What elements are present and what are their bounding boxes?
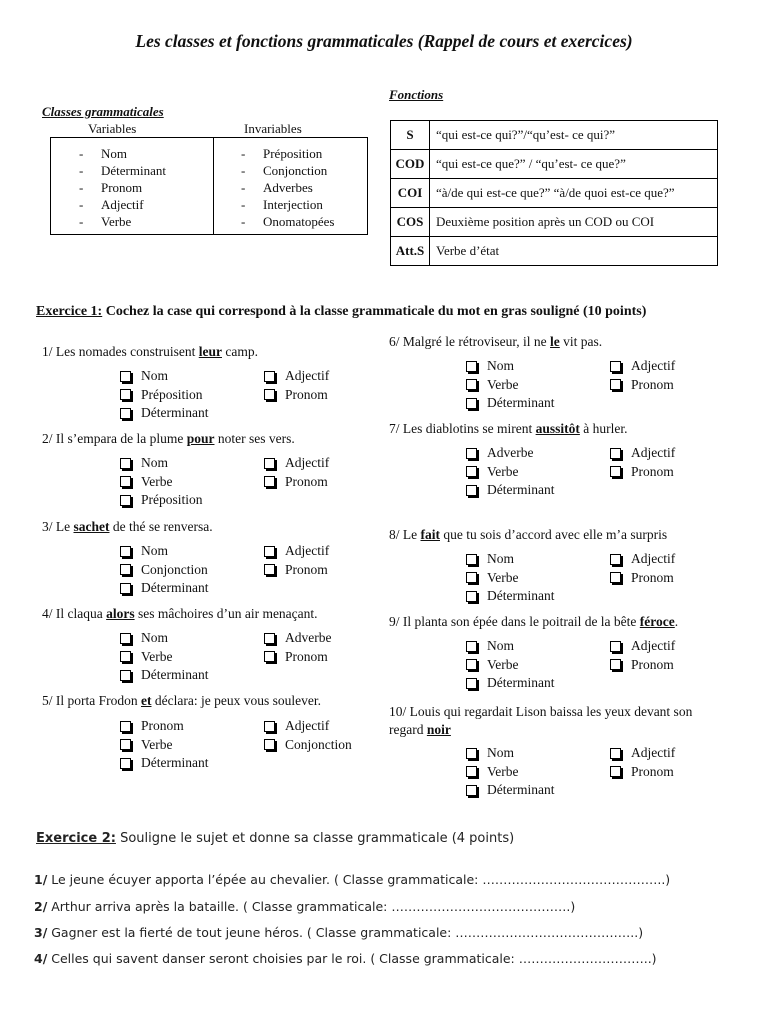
column-divider <box>213 138 214 234</box>
checkbox-icon[interactable] <box>120 651 131 662</box>
option-checkbox[interactable] <box>464 551 514 567</box>
table-row: COS Deuxième position après un COD ou COI <box>391 208 718 237</box>
option-checkbox[interactable] <box>262 543 329 559</box>
option-checkbox[interactable] <box>118 474 172 490</box>
checkbox-icon[interactable] <box>466 659 477 670</box>
option-checkbox[interactable] <box>464 675 554 691</box>
option-label: Pronom <box>285 561 328 577</box>
option-label: Pronom <box>285 648 328 664</box>
table-row: COI “à/de qui est-ce que?” “à/de quoi est-ce que?” <box>391 179 718 208</box>
option-label: Nom <box>141 368 168 383</box>
checkbox-icon[interactable] <box>610 554 621 565</box>
option-label: Adjectif <box>631 551 676 566</box>
option-label: Déterminant <box>141 755 209 770</box>
checkbox-icon[interactable] <box>466 641 477 652</box>
option-label: Déterminant <box>487 395 555 410</box>
list-item: - Adjectif <box>79 197 144 212</box>
option-label: Verbe <box>141 648 173 664</box>
option-checkbox[interactable] <box>118 368 168 384</box>
keyword: fait <box>420 527 440 542</box>
checkbox-icon[interactable] <box>466 554 477 565</box>
checkbox-icon[interactable] <box>264 633 275 644</box>
question-9: 9/ Il planta son épée dans le poitrail de la bête féroce. <box>389 614 679 629</box>
option-checkbox[interactable] <box>608 445 675 461</box>
checkbox-icon[interactable] <box>466 748 477 759</box>
checkbox-icon[interactable] <box>120 458 131 469</box>
option-checkbox[interactable] <box>464 377 518 393</box>
question-6: 6/ Malgré le rétroviseur, il ne le vit pas. <box>389 334 603 349</box>
checkbox-icon[interactable] <box>610 641 621 652</box>
option-label: Adjectif <box>285 718 330 733</box>
option-label: Pronom <box>631 656 674 672</box>
option-checkbox[interactable] <box>464 657 518 673</box>
option-label: Adjectif <box>631 445 676 460</box>
option-checkbox[interactable] <box>464 482 554 498</box>
option-checkbox[interactable] <box>608 764 674 780</box>
option-checkbox[interactable] <box>464 782 554 798</box>
checkbox-icon[interactable] <box>264 564 275 575</box>
option-checkbox[interactable] <box>118 492 203 508</box>
checkbox-icon[interactable] <box>264 389 275 400</box>
option-checkbox[interactable] <box>464 464 518 480</box>
list-item: - Nom <box>79 146 127 161</box>
keyword: pour <box>186 431 215 446</box>
option-checkbox[interactable] <box>262 455 329 471</box>
option-label: Adjectif <box>631 358 676 373</box>
option-checkbox[interactable] <box>118 580 208 596</box>
option-label: Nom <box>141 455 168 470</box>
question-8: 8/ Le fait que tu sois d’accord avec elle m’a surpris <box>389 527 668 542</box>
option-checkbox[interactable] <box>608 464 674 480</box>
table-row: COD “qui est-ce que?” / “qu’est- ce que?” <box>391 150 718 179</box>
page-title: Les classes et fonctions grammaticales (Rappel de cours et exercices) <box>135 31 633 51</box>
option-label: Nom <box>141 543 168 558</box>
option-label: Pronom <box>141 718 184 733</box>
option-checkbox[interactable] <box>608 358 675 374</box>
question-5: 5/ Il porta Frodon et déclara: je peux vous soulever. <box>42 693 321 708</box>
option-label: Préposition <box>141 386 203 402</box>
option-label: Adverbe <box>487 445 534 460</box>
option-label: Déterminant <box>487 782 555 797</box>
option-checkbox[interactable] <box>608 638 675 654</box>
option-label: Verbe <box>141 473 173 489</box>
exercice2-item: 4/ Celles qui savent danser seront choisies par le roi. ( Classe grammaticale: …………………………..) <box>34 951 657 966</box>
option-label: Verbe <box>487 763 519 779</box>
exercice2-item: 1/ Le jeune écuyer apporta l’épée au chevalier. ( Classe grammaticale: ……………………………………..) <box>34 872 671 887</box>
option-checkbox[interactable] <box>262 737 352 753</box>
option-label: Déterminant <box>487 588 555 603</box>
option-label: Préposition <box>141 492 203 507</box>
checkbox-icon[interactable] <box>120 721 131 732</box>
checkbox-icon[interactable] <box>120 408 131 419</box>
option-checkbox[interactable] <box>262 368 329 384</box>
option-label: Nom <box>141 630 168 645</box>
invariables-list <box>241 145 334 230</box>
checkbox-icon[interactable] <box>264 371 275 382</box>
invariables-label: Invariables <box>244 121 302 136</box>
option-checkbox[interactable] <box>262 562 328 578</box>
keyword: féroce <box>639 614 675 629</box>
option-label: Pronom <box>285 473 328 489</box>
keyword: sachet <box>73 519 110 534</box>
option-checkbox[interactable] <box>608 570 674 586</box>
option-label: Pronom <box>631 376 674 392</box>
checkbox-icon[interactable] <box>120 476 131 487</box>
option-label: Conjonction <box>141 561 208 577</box>
option-checkbox[interactable] <box>262 630 331 646</box>
checkbox-icon[interactable] <box>120 371 131 382</box>
checkbox-icon[interactable] <box>466 379 477 390</box>
option-checkbox[interactable] <box>118 387 203 403</box>
option-checkbox[interactable] <box>118 455 168 471</box>
option-label: Déterminant <box>487 482 555 497</box>
list-item: - Pronom <box>79 180 143 195</box>
option-label: Verbe <box>487 656 519 672</box>
option-checkbox[interactable] <box>118 667 208 683</box>
checkbox-icon[interactable] <box>466 591 477 602</box>
checkbox-icon[interactable] <box>610 748 621 759</box>
table-row: S “qui est-ce qui?”/“qu’est- ce qui?” <box>391 121 718 150</box>
checkbox-icon[interactable] <box>466 678 477 689</box>
table-row: Att.S Verbe d’état <box>391 237 718 266</box>
exercice2-item: 2/ Arthur arriva après la bataille. ( Classe grammaticale: …………………………………….) <box>34 899 576 914</box>
question-1: 1/ Les nomades construisent leur camp. <box>42 344 258 359</box>
option-checkbox[interactable] <box>118 649 172 665</box>
option-label: Verbe <box>487 463 519 479</box>
checkbox-icon[interactable] <box>610 766 621 777</box>
option-checkbox[interactable] <box>464 638 514 654</box>
option-label: Pronom <box>631 569 674 585</box>
option-label: Nom <box>487 551 514 566</box>
option-checkbox[interactable] <box>118 718 184 734</box>
question-7: 7/ Les diablotins se mirent aussitôt à hurler. <box>389 421 628 436</box>
option-checkbox[interactable] <box>118 405 208 421</box>
checkbox-icon[interactable] <box>120 389 131 400</box>
checkbox-icon[interactable] <box>610 466 621 477</box>
checkbox-icon[interactable] <box>120 670 131 681</box>
option-checkbox[interactable] <box>262 649 328 665</box>
checkbox-icon[interactable] <box>466 466 477 477</box>
option-label: Verbe <box>141 736 173 752</box>
checkbox-icon[interactable] <box>466 766 477 777</box>
variables-list <box>79 145 166 230</box>
keyword: noir <box>426 722 451 737</box>
option-checkbox[interactable] <box>464 570 518 586</box>
option-label: Adjectif <box>285 368 330 383</box>
checkbox-icon[interactable] <box>466 448 477 459</box>
list-item: - Conjonction <box>241 163 328 178</box>
option-label: Adverbe <box>285 630 332 645</box>
checkbox-icon[interactable] <box>610 361 621 372</box>
option-checkbox[interactable] <box>118 543 168 559</box>
list-item: - Verbe <box>79 214 132 229</box>
option-checkbox[interactable] <box>118 737 172 753</box>
option-label: Adjectif <box>285 455 330 470</box>
list-item: - Onomatopées <box>241 214 335 229</box>
option-checkbox[interactable] <box>464 588 554 604</box>
option-label: Pronom <box>631 763 674 779</box>
checkbox-icon[interactable] <box>466 398 477 409</box>
option-label: Nom <box>487 745 514 760</box>
keyword: et <box>141 693 152 708</box>
question-3: 3/ Le sachet de thé se renversa. <box>42 519 213 534</box>
question-10: 10/ Louis qui regardait Lison baissa les yeux devant son regard noir <box>389 704 693 737</box>
option-checkbox[interactable] <box>608 657 674 673</box>
fonctions-heading: Fonctions <box>389 87 444 102</box>
list-item: - Préposition <box>241 146 323 161</box>
option-label: Adjectif <box>285 543 330 558</box>
checkbox-icon[interactable] <box>264 739 275 750</box>
list-item: - Adverbes <box>241 180 313 195</box>
checkbox-icon[interactable] <box>610 379 621 390</box>
checkbox-icon[interactable] <box>120 583 131 594</box>
question-4: 4/ Il claqua alors ses mâchoires d’un air menaçant. <box>42 606 318 621</box>
keyword: leur <box>198 344 222 359</box>
checkbox-icon[interactable] <box>264 546 275 557</box>
variables-label: Variables <box>88 121 137 136</box>
checkbox-icon[interactable] <box>610 572 621 583</box>
option-checkbox[interactable] <box>262 474 328 490</box>
fonctions-table <box>390 120 718 266</box>
classes-table <box>50 137 368 235</box>
question-2: 2/ Il s’empara de la plume pour noter ses vers. <box>42 431 295 446</box>
option-label: Adjectif <box>631 638 676 653</box>
exercice1-title: Exercice 1: Cochez la case qui correspond à la classe grammaticale du mot en gras souligné (10 points) <box>36 304 647 319</box>
option-checkbox[interactable] <box>118 630 168 646</box>
option-label: Nom <box>487 638 514 653</box>
option-checkbox[interactable] <box>464 445 533 461</box>
option-label: Verbe <box>487 569 519 585</box>
checkbox-icon[interactable] <box>120 739 131 750</box>
option-label: Déterminant <box>141 580 209 595</box>
option-checkbox[interactable] <box>118 562 208 578</box>
option-checkbox[interactable] <box>608 377 674 393</box>
checkbox-icon[interactable] <box>610 659 621 670</box>
option-checkbox[interactable] <box>262 718 329 734</box>
checkbox-icon[interactable] <box>466 572 477 583</box>
option-checkbox[interactable] <box>608 745 675 761</box>
option-label: Déterminant <box>141 405 209 420</box>
option-label: Pronom <box>285 386 328 402</box>
keyword: alors <box>106 606 135 621</box>
option-checkbox[interactable] <box>464 764 518 780</box>
option-label: Nom <box>487 358 514 373</box>
option-checkbox[interactable] <box>464 745 514 761</box>
list-item: - Déterminant <box>79 163 166 178</box>
checkbox-icon[interactable] <box>264 476 275 487</box>
option-checkbox[interactable] <box>464 395 554 411</box>
keyword: le <box>550 334 560 349</box>
option-label: Verbe <box>487 376 519 392</box>
option-label: Pronom <box>631 463 674 479</box>
checkbox-icon[interactable] <box>264 721 275 732</box>
checkbox-icon[interactable] <box>264 651 275 662</box>
option-checkbox[interactable] <box>118 755 208 771</box>
checkbox-icon[interactable] <box>120 633 131 644</box>
checkbox-icon[interactable] <box>264 458 275 469</box>
checkbox-icon[interactable] <box>610 448 621 459</box>
exercice2-title: Exercice 2: Souligne le sujet et donne sa classe grammaticale (4 points) <box>36 831 515 846</box>
checkbox-icon[interactable] <box>120 495 131 506</box>
option-label: Adjectif <box>631 745 676 760</box>
keyword: aussitôt <box>535 421 580 436</box>
option-checkbox[interactable] <box>262 387 328 403</box>
option-checkbox[interactable] <box>608 551 675 567</box>
option-label: Déterminant <box>141 667 209 682</box>
option-label: Déterminant <box>487 675 555 690</box>
classes-heading: Classes grammaticales <box>42 104 164 119</box>
checkbox-icon[interactable] <box>466 785 477 796</box>
option-label: Conjonction <box>285 736 352 752</box>
exercice2-item: 3/ Gagner est la fierté de tout jeune héros. ( Classe grammaticale: ……………………………………..) <box>34 925 644 940</box>
list-item: - Interjection <box>241 197 323 212</box>
checkbox-icon[interactable] <box>466 361 477 372</box>
checkbox-icon[interactable] <box>120 546 131 557</box>
option-checkbox[interactable] <box>464 358 514 374</box>
checkbox-icon[interactable] <box>120 758 131 769</box>
checkbox-icon[interactable] <box>466 485 477 496</box>
checkbox-icon[interactable] <box>120 564 131 575</box>
